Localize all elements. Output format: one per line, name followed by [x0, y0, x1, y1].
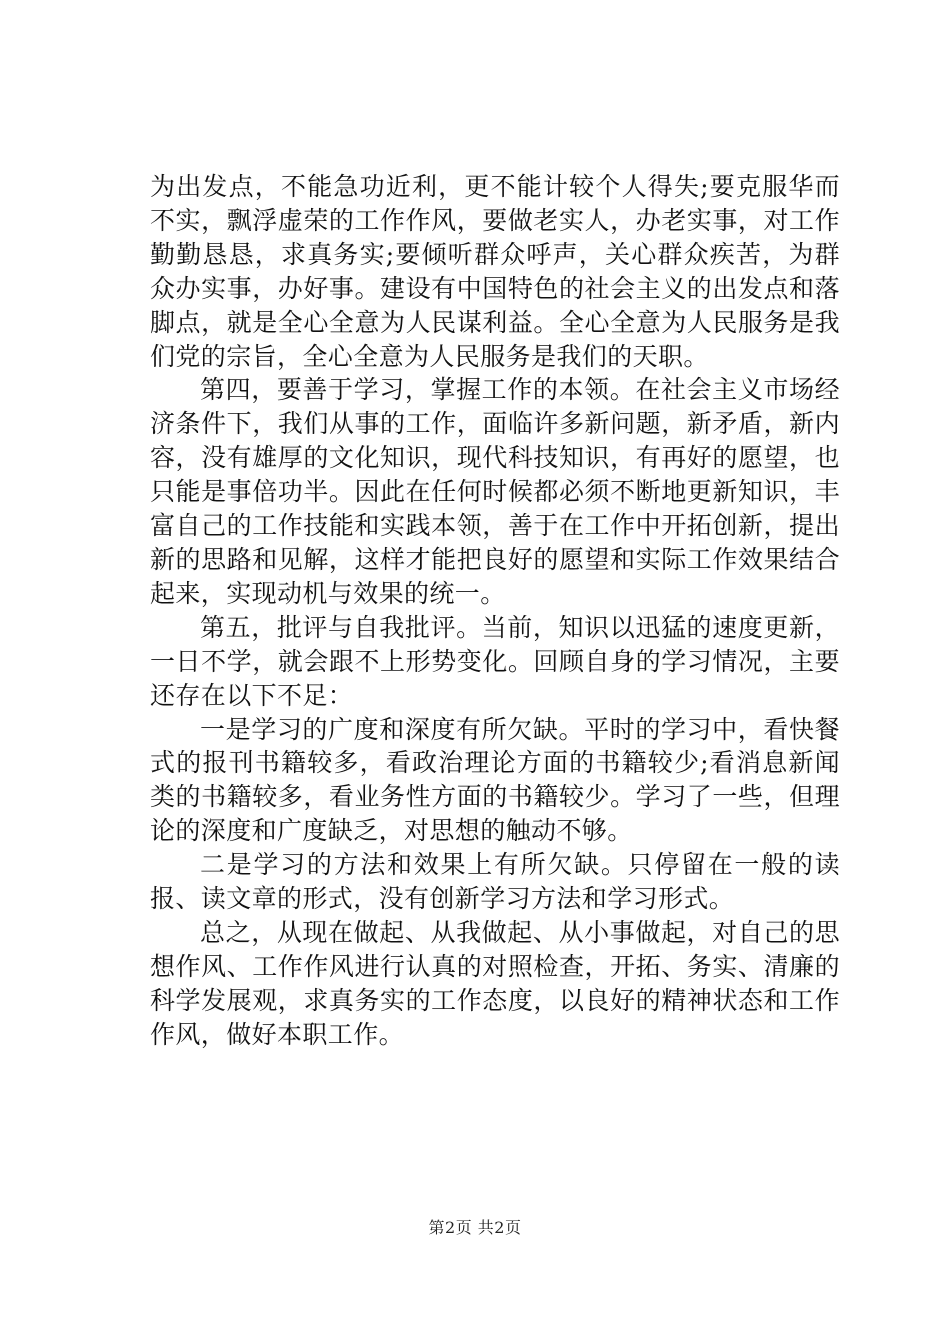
paragraph-2: 第四，要善于学习，掌握工作的本领。在社会主义市场经济条件下，我们从事的工作，面临许多新问题，新矛盾，新内容，没有雄厚的文化知识，现代科技知识，有再好的愿望，也只能是事倍功半。因此在任何时候都必须不断地更新知识，丰富自己的工作技能和实践本领，善于在工作中开拓创新，提出新的思路和见解，这样才能把良好的愿望和实际工作效果结合起来，实现动机与效果的统一。 — [150, 375, 840, 608]
paragraph-3: 第五，批评与自我批评。当前，知识以迅猛的速度更新，一日不学，就会跟不上形势变化。回顾自身的学习情况，主要还存在以下不足： — [150, 612, 840, 710]
document-body — [150, 170, 840, 1052]
page-number-footer: 第2页 共2页 — [428, 1218, 522, 1237]
paragraph-1: 为出发点，不能急功近利，更不能计较个人得失;要克服华而不实，飘浮虚荣的工作作风，要做老实人，办老实事，对工作勤勤恳恳，求真务实;要倾听群众呼声，关心群众疾苦，为群众办实事，办好事。建设有中国特色的社会主义的出发点和落脚点，就是全心全意为人民谋利益。全心全意为人民服务是我们党的宗旨，全心全意为人民服务是我们的天职。 — [150, 172, 840, 371]
paragraph-5: 二是学习的方法和效果上有所欠缺。只停留在一般的读报、读文章的形式，没有创新学习方法和学习形式。 — [150, 850, 840, 914]
paragraph-4: 一是学习的广度和深度有所欠缺。平时的学习中，看快餐式的报刊书籍较多，看政治理论方面的书籍较少;看消息新闻类的书籍较多，看业务性方面的书籍较少。学习了一些，但理论的深度和广度缺乏，对思想的触动不够。 — [150, 714, 840, 846]
paragraph-6: 总之，从现在做起、从我做起、从小事做起，对自己的思想作风、工作作风进行认真的对照检查，开拓、务实、清廉的科学发展观，求真务实的工作态度，以良好的精神状态和工作作风，做好本职工作。 — [150, 917, 840, 1049]
